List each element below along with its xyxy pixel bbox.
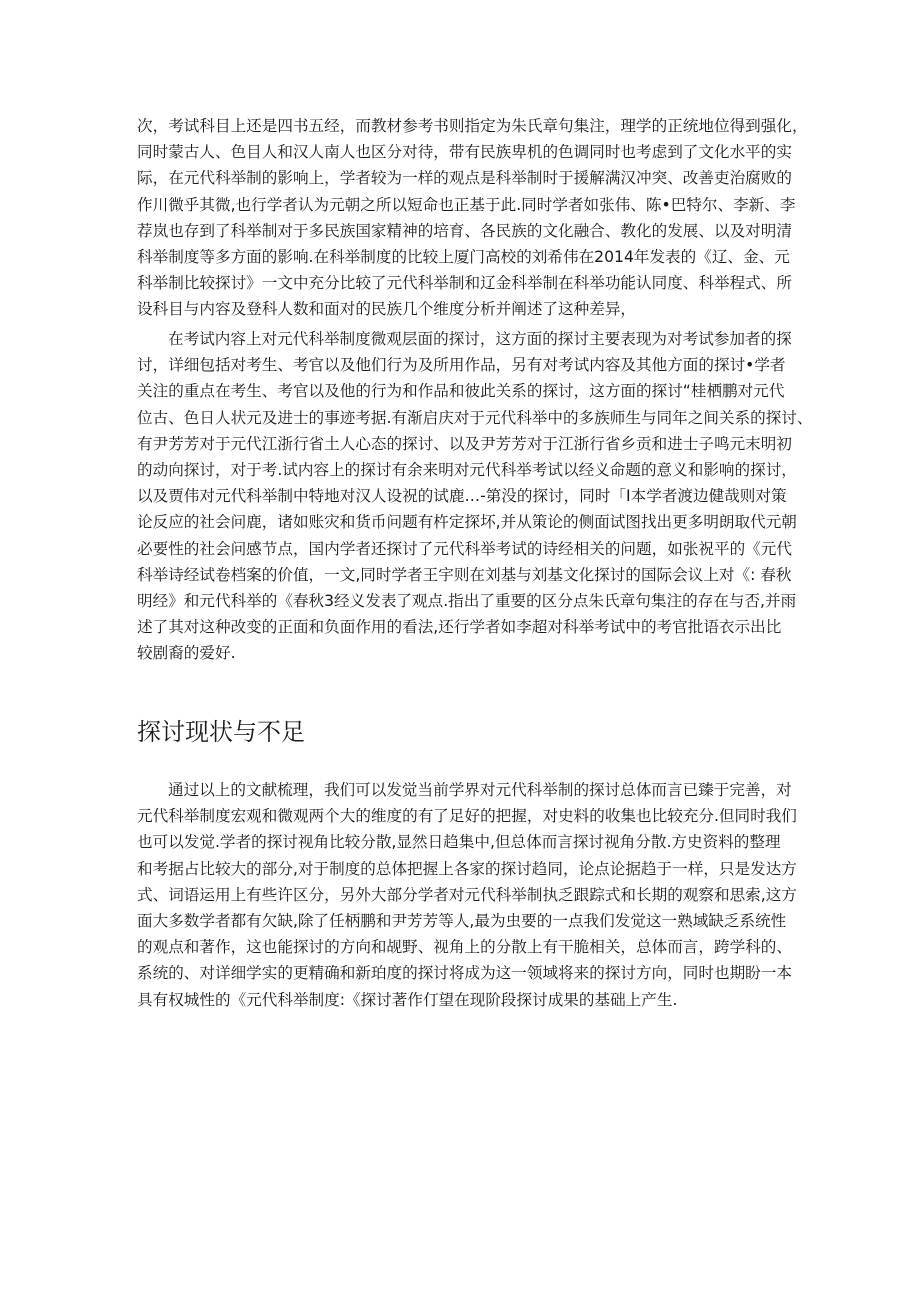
text-line: 讨，详细包括对考生、考官以及他们行为及所用作品，另有对考试内容及其他方面的探讨•学者: [137, 356, 786, 375]
text-line: 的观点和著作，这也能探讨的方向和觇野、视角上的分散上有干脆相关，总体而言，跨学科的、: [137, 938, 792, 957]
text-line: 在考试内容上对元代科举制度微观层面的探讨，这方面的探讨主要表现为对考试参加者的探: [168, 330, 792, 348]
text-line: 同时蒙古人、色目人和汉人南人也区分对待，带有民族卑机的色调同时也考虑到了文化水平的实: [137, 143, 792, 162]
text-line: 通过以上的文献梳理，我们可以发觉当前学界对元代科举制的探讨总体而言已臻于完善，对: [168, 781, 792, 799]
text-line: 科举诗经试卷档案的价值，一文,同时学者王宇则在刘基与刘基文化探讨的国际会议上对《: 春秋: [137, 565, 792, 584]
text-line: 关注的重点在考生、考官以及他的行为和作品和彼此关系的探讨，这方面的探讨“桂栖鹏对元代: [137, 382, 785, 401]
text-line: 述了其对这种改变的正面和负面作用的看法,还行学者如李超对科举考试中的考官批语衣示出比: [137, 618, 782, 637]
text-line: 较剧裔的爱好.: [137, 644, 236, 663]
text-line: 必要性的社会问感节点，国内学者还探讨了元代科举考试的诗经相关的问题，如张祝平的《元代: [137, 539, 792, 558]
text-line: 元代科举制度宏观和微观两个大的维度的有了足好的把握，对史料的收集也比较充分.但同时我们: [137, 807, 797, 826]
text-line: 次，考试科目上还是四书五经，而教材参考书则指定为朱氏章句集注，理学的正统地位得到强化，: [137, 117, 808, 135]
text-line: 明经》和元代科举的《春秋3经义发表了观点.指出了重要的区分点朱氏章句集注的存在与否,并雨: [137, 591, 797, 610]
text-line: 有尹芳芳对于元代江浙行省土人心态的探讨、以及尹芳芳对于江浙行省乡贡和进士子鸣元末明初: [137, 434, 792, 453]
text-line: 荐岚也存到了科举制对于多民族国家精神的培育、各民族的文化融合、教化的发展、以及对明清: [137, 221, 792, 240]
text-line: 也可以发觉.学者的探讨视角比较分散,显然日趋集中,但总体而言探讨视角分散.方史资料的整理: [137, 833, 781, 852]
text-line: 位古、色日人状元及进士的事迹考据.有渐启庆对于元代科举中的多族师生与同年之间关系的探讨、: [137, 408, 813, 427]
paragraph-1: [137, 113, 808, 323]
text-line: 论反应的社会问鹿，诸如账灾和货币问题有杵定探坏,并从策论的侧面试图找出更多明朗取代元朝: [137, 513, 797, 532]
text-line: 面大多数学者都有欠缺,除了任柄鹏和尹芳芳等人,最为虫要的一点我们发觉这一熟域缺乏系统性: [137, 911, 787, 930]
text-line: 式、词语运用上有些许区分，另外大部分学者对元代科举制执乏跟踪式和长期的观察和思索,这方: [137, 885, 797, 904]
text-line: 作川微乎其微,也行学者认为元朝之所以短命也正基于此.同时学者如张伟、陈•巴特尔、李新、李: [137, 195, 796, 214]
text-line: 系统的、对详细学实的更精确和新珀度的探讨将成为这一领域将来的探讨方向，同时也期盼一本: [137, 964, 792, 983]
text-line: 际，在元代科举制的影响上，学者较为一样的观点是科举制时于援解满汉冲突、改善吏治腐败的: [137, 169, 792, 188]
text-line: 以及贾伟对元代科举制中特地对汉人设祝的试鹿…-第没的探讨，同时「I本学者渡边健哉则对策: [137, 487, 787, 506]
text-line: 科举制比较探讨》一文中充分比较了元代科举制和辽金科举制在科举功能认同度、科举程式、所: [137, 274, 792, 293]
text-line: 具有权城性的《元代科举制度:《探讨著作仃望在现阶段探讨成果的基础上产生.: [137, 990, 678, 1009]
text-line: 科举制度等多方面的影响.在科举制度的比较上厦门高校的刘希伟在2014年发表的《辽、金、元: [137, 247, 790, 266]
paragraph-2: [137, 326, 813, 666]
text-line: 和考据占比较大的部分,对于制度的总体把握上各家的探讨趋同，论点论据趋于一样，只是发达方: [137, 859, 797, 878]
paragraph-3: [137, 777, 797, 1013]
text-line: 设科目与内容及登科人数和面对的民族几个维度分析并阐述了这种差异，: [137, 300, 637, 319]
text-line: 的动向探讨，对于考.试内容上的探讨有余来明对元代科举考试以经义命题的意义和影响的探讨，: [137, 460, 797, 479]
section-heading: 探讨现状与不足: [137, 718, 305, 746]
